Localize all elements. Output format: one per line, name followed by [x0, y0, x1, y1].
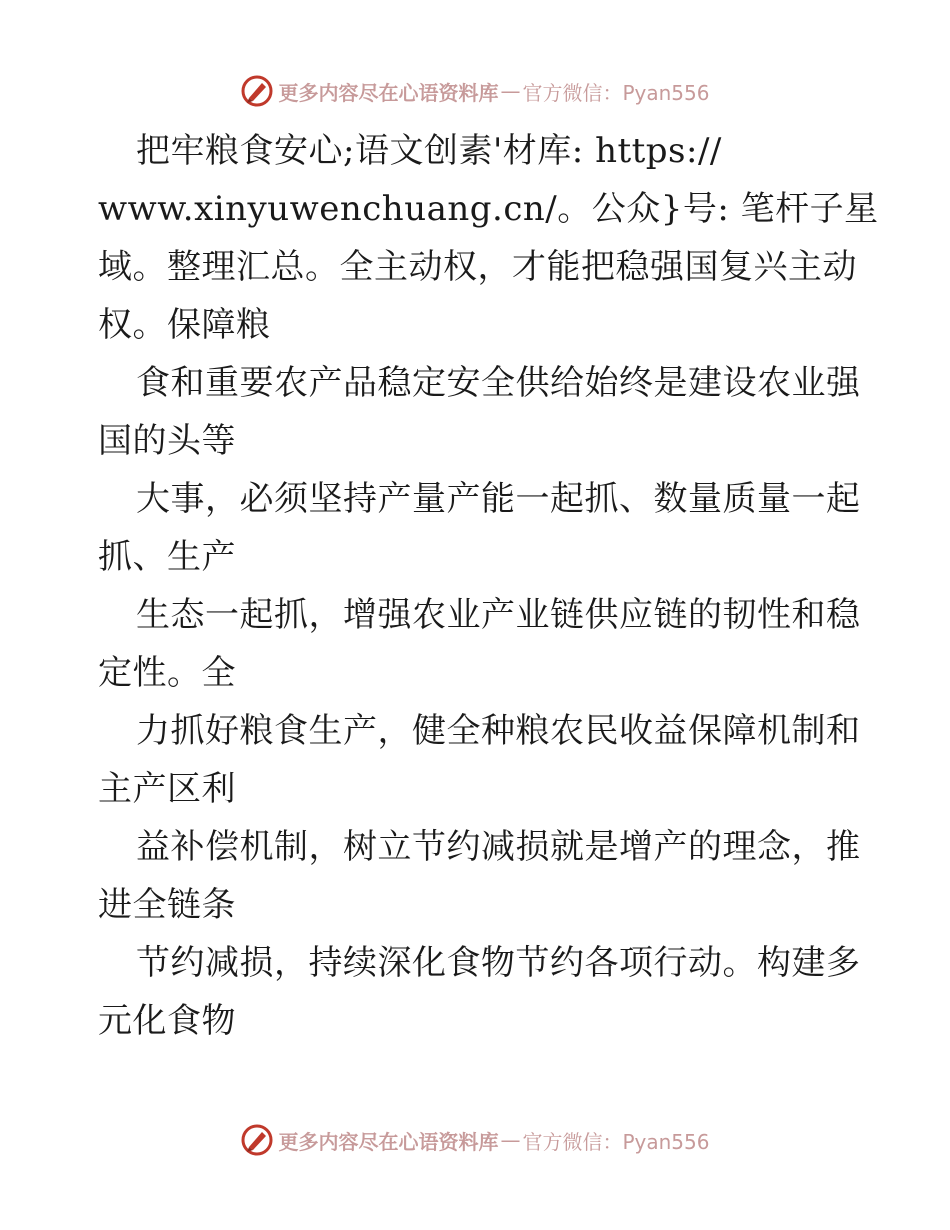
text-line: 节约减损，持续深化食物节约各项行动。构建多	[136, 943, 861, 983]
text-line: 抓、生产	[98, 537, 236, 577]
header-banner	[0, 71, 950, 111]
text-line: 域。整理汇总。全主动权，才能把稳强国复兴主动	[98, 247, 857, 287]
text-line: 进全链条	[98, 885, 236, 925]
text-line: 益补偿机制，树立节约减损就是增产的理念，推	[136, 827, 861, 867]
pen-logo-icon	[240, 1123, 274, 1157]
header-banner-separator: —	[500, 79, 521, 103]
text-line: 大事，必须坚持产量产能一起抓、数量质量一起	[136, 479, 861, 519]
text-line: 权。保障粮	[98, 305, 271, 345]
text-line: 力抓好粮食生产，健全种粮农民收益保障机制和	[136, 711, 861, 751]
footer-banner-text: 更多内容尽在心语资料库	[278, 1129, 499, 1154]
footer-banner-separator: —	[500, 1128, 521, 1152]
text-line: 把牢粮食安心;语文创素'材库: https://	[136, 131, 722, 171]
text-line: 食和重要农产品稳定安全供给始终是建设农业强	[136, 363, 861, 403]
text-line: 定性。全	[98, 653, 236, 693]
footer-wechat-id: 官方微信：Pyan556	[522, 1129, 710, 1154]
footer-banner	[0, 1120, 950, 1160]
text-line: www.xinyuwenchuang.cn/。公众}号: 笔杆子星	[98, 189, 879, 229]
document-body	[98, 122, 879, 1050]
header-banner-text: 更多内容尽在心语资料库	[278, 80, 499, 105]
header-wechat-id: 官方微信：Pyan556	[522, 80, 710, 105]
text-line: 国的头等	[98, 421, 236, 461]
text-line: 元化食物	[98, 1001, 236, 1041]
pen-logo-icon	[240, 74, 274, 108]
text-line: 主产区利	[98, 769, 236, 809]
text-line: 生态一起抓，增强农业产业链供应链的韧性和稳	[136, 595, 861, 635]
